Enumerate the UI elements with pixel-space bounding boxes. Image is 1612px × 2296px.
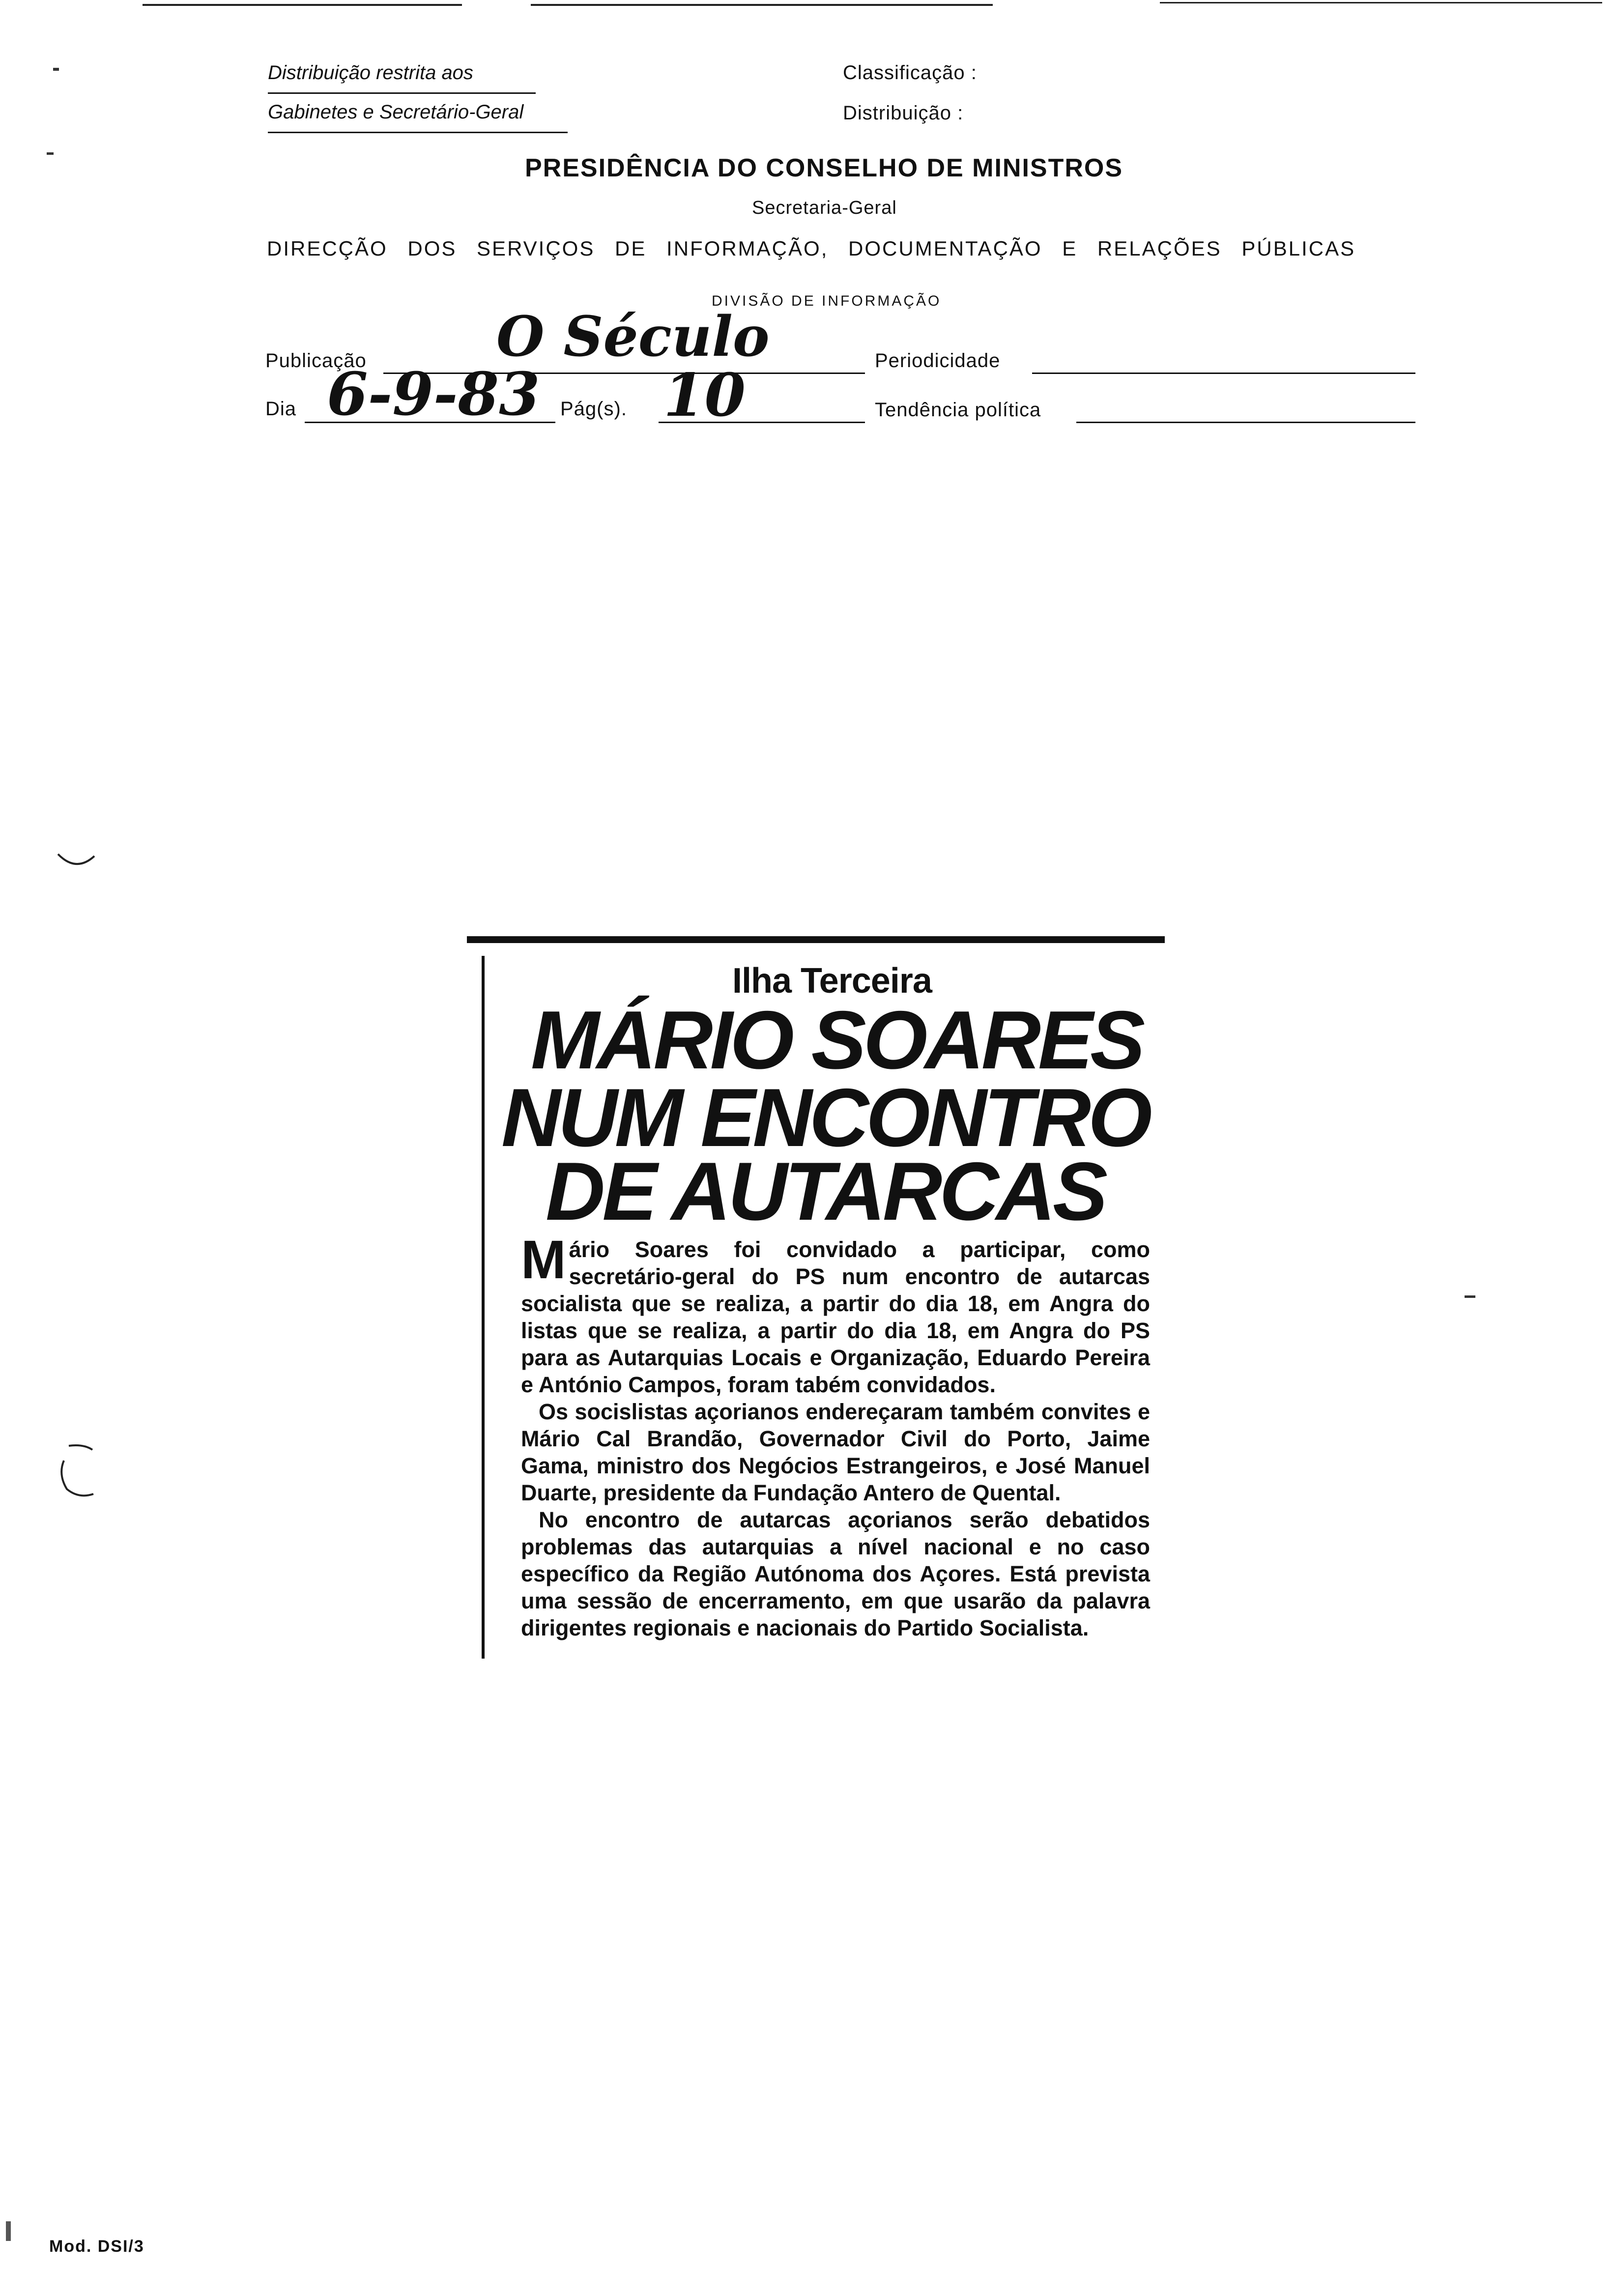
distribution-line-2: Gabinetes e Secretário-Geral bbox=[268, 101, 524, 123]
periodicidade-label: Periodicidade bbox=[875, 350, 1001, 372]
clipping-headline-line-3: DE AUTARCAS bbox=[546, 1145, 1105, 1237]
dia-label: Dia bbox=[265, 398, 297, 420]
clipping-paragraph-1-text: ário Soares foi convidado a participar, como secretário-geral do PS num encontro de autarcas socialista que se realiza, a partir do dia 18, em Angra do listas que se realiza, a partir do dia 18, em Angra do PS para as Autarquias Locais e Organização, Eduardo Pereira e António Campos, foram tabém convidados. bbox=[521, 1237, 1150, 1397]
clipping-paragraph-2: Os socislistas açorianos endereçaram também convites e Mário Cal Brandão, Governador Civil do Porto, Jaime Gama, ministro dos Negócios Estrangeiros, e José Manuel Duarte, presidente da Fundação Antero de Quental. bbox=[521, 1399, 1150, 1505]
clipping-headline-line-1: MÁRIO SOARES bbox=[531, 994, 1143, 1086]
distribuicao-label: Distribuição : bbox=[843, 102, 964, 124]
form-code: Mod. DSI/3 bbox=[49, 2237, 144, 2256]
secretaria-geral: Secretaria-Geral bbox=[752, 198, 897, 218]
scan-mark-left bbox=[47, 152, 54, 155]
distribution-underline-1 bbox=[268, 92, 536, 94]
direccao-line: DIRECÇÃO DOS SERVIÇOS DE INFORMAÇÃO, DOCUMENTAÇÃO E RELAÇÕES PÚBLICAS bbox=[267, 237, 1356, 260]
punch-hole-mark-2 bbox=[54, 1440, 98, 1504]
pagina-handwritten: 10 bbox=[663, 361, 746, 430]
scan-top-rule-middle bbox=[531, 4, 993, 6]
clipping-top-rule bbox=[467, 936, 1165, 943]
clipping-headline-line-2: NUM ENCONTRO bbox=[501, 1071, 1150, 1164]
publicacao-handwritten: O Século bbox=[496, 305, 770, 369]
periodicidade-line bbox=[1032, 373, 1415, 374]
clipping-body bbox=[521, 1230, 1150, 1641]
scan-top-rule-left bbox=[143, 4, 462, 6]
tendencia-label: Tendência política bbox=[875, 399, 1041, 421]
punch-hole-mark-1 bbox=[54, 845, 98, 875]
tendencia-line bbox=[1076, 422, 1415, 423]
clipping-paragraph-3: No encontro de autarcas açorianos serão debatidos problemas das autarquias a nível nacional e no caso específico da Região Autónoma dos Açores. Está prevista uma sessão de encerramento, em que usarão da palavra dirigentes regionais e nacionais do Partido Socialista. bbox=[521, 1507, 1150, 1640]
classificacao-label: Classificação : bbox=[843, 62, 977, 84]
distribution-underline-2 bbox=[268, 132, 568, 133]
dia-handwritten: 6-9-83 bbox=[327, 360, 540, 429]
scan-mark-right bbox=[1465, 1295, 1475, 1298]
newspaper-clipping bbox=[472, 936, 1184, 1673]
publicacao-label: Publicação bbox=[265, 350, 367, 372]
clipping-kicker: Ilha Terceira bbox=[732, 961, 932, 1001]
clipping-paragraph-1 bbox=[521, 1230, 1150, 1398]
clipping-dropcap: M bbox=[521, 1230, 566, 1290]
clipping-left-rule bbox=[482, 956, 485, 1659]
scan-mark-top-left bbox=[53, 68, 59, 71]
distribution-line-1: Distribuição restrita aos bbox=[268, 62, 473, 84]
pagina-label: Pág(s). bbox=[560, 398, 627, 420]
scan-mark-bottom-left bbox=[6, 2221, 11, 2241]
institution-title: PRESIDÊNCIA DO CONSELHO DE MINISTROS bbox=[525, 154, 1123, 182]
divisao-informacao: DIVISÃO DE INFORMAÇÃO bbox=[712, 293, 942, 309]
scan-top-rule-right bbox=[1160, 2, 1602, 3]
